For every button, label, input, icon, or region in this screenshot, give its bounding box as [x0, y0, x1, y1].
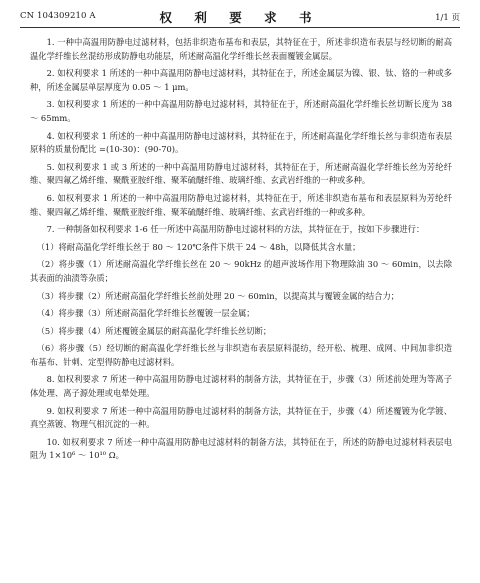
- document-title: 权 利 要 求 书: [159, 10, 321, 25]
- claim-step: （4）将步骤（3）所述耐高温化学纤维长丝覆镀一层金属；: [36, 308, 255, 319]
- claim-step: （1）将耐高温化学纤维长丝于 80 ～ 120℃条件下烘干 24 ～ 48h，以降低其含水量；: [36, 241, 361, 252]
- claim-paragraph: 2. 如权利要求 1 所述的一种中高温用防静电过滤材料，其特征在于，所述金属层为镍、银、钛、铬的一种或多种，所述金属层单层厚度为 0.05 ～ 1 μm。: [30, 68, 452, 92]
- claim-step: （2）将步骤（1）所述耐高温化学纤维长丝在 20 ～ 90kHz 的超声波场作用下物理除油 30 ～ 60min，以去除其表面的油渍等杂质；: [30, 259, 452, 283]
- claim-paragraph: 6. 如权利要求 1 所述的一种中高温用防静电过滤材料，其特征在于，所述非织造布基布和表层原料为芳纶纤维、聚四氟乙烯纤维、聚酰亚胺纤维、聚苯硫醚纤维、玻璃纤维、玄武岩纤维的一种或多种。: [30, 192, 452, 217]
- claim-paragraph: 1. 一种中高温用防静电过滤材料，包括非织造布基布和表层，其特征在于，所述非织造布表层与经切断的耐高温化学纤维长丝混纺形成防静电功能层，所述耐高温化学纤维长丝表面覆镀金属层。: [30, 37, 452, 61]
- claim-step: （5）将步骤（4）所述覆镀金属层的耐高温化学纤维长丝切断；: [36, 325, 272, 336]
- claim-paragraph: 7. 一种制备如权利要求 1-6 任一所述中高温用防静电过滤材料的方法，其特征在于，按如下步骤进行：: [46, 224, 425, 235]
- claim-paragraph: 5. 如权利要求 1 或 3 所述的一种中高温用防静电过滤材料，其特征在于，所述耐高温化学纤维长丝为芳纶纤维、聚四氟乙烯纤维、聚酰亚胺纤维、聚苯硫醚纤维、玻璃纤维、玄武岩纤维的一种或多种。: [30, 161, 452, 186]
- page-header: [20, 8, 460, 26]
- claim-paragraph: 9. 如权利要求 7 所述一种中高温用防静电过滤材料的制备方法，其特征在于，步骤（4）所述覆镀为化学镀、真空蒸镀、物理气相沉淀的一种。: [30, 405, 452, 430]
- header-divider: [20, 27, 460, 28]
- claim-paragraph: 4. 如权利要求 1 所述的一种中高温用防静电过滤材料，其特征在于，所述耐高温化学纤维长丝与非织造布表层原料的质量份配比 =(10-30)：(90-70)。: [30, 130, 452, 155]
- page-number: 1/1 页: [435, 13, 460, 23]
- claim-paragraph: 8. 如权利要求 7 所述一种中高温用防静电过滤材料的制备方法，其特征在于，步骤（3）所述前处理为等离子体处理、离子源处理或电晕处理。: [30, 374, 452, 399]
- claim-step: （6）将步骤（5）经切断的耐高温化学纤维长丝与非织造布表层原料混纺，经开松、梳理、成网、中间加非织造布基布、针刺、定型得防静电过滤材料。: [30, 343, 452, 367]
- claim-step: （3）将步骤（2）所述耐高温化学纤维长丝前处理 20 ～ 60min，以提高其与覆镀金属的结合力；: [36, 290, 400, 301]
- publication-number: CN 104309210 A: [20, 11, 96, 21]
- claim-paragraph: 3. 如权利要求 1 所述的一种中高温用防静电过滤材料，其特征在于，所述耐高温化学纤维长丝切断长度为 38 ～ 65mm。: [30, 99, 452, 123]
- claim-paragraph: 10. 如权利要求 7 所述一种中高温用防静电过滤材料的制备方法，其特征在于，所述的防静电过滤材料表层电阻为 1×10⁶ ～ 10¹⁰ Ω。: [30, 436, 452, 461]
- claims-body: [30, 36, 452, 467]
